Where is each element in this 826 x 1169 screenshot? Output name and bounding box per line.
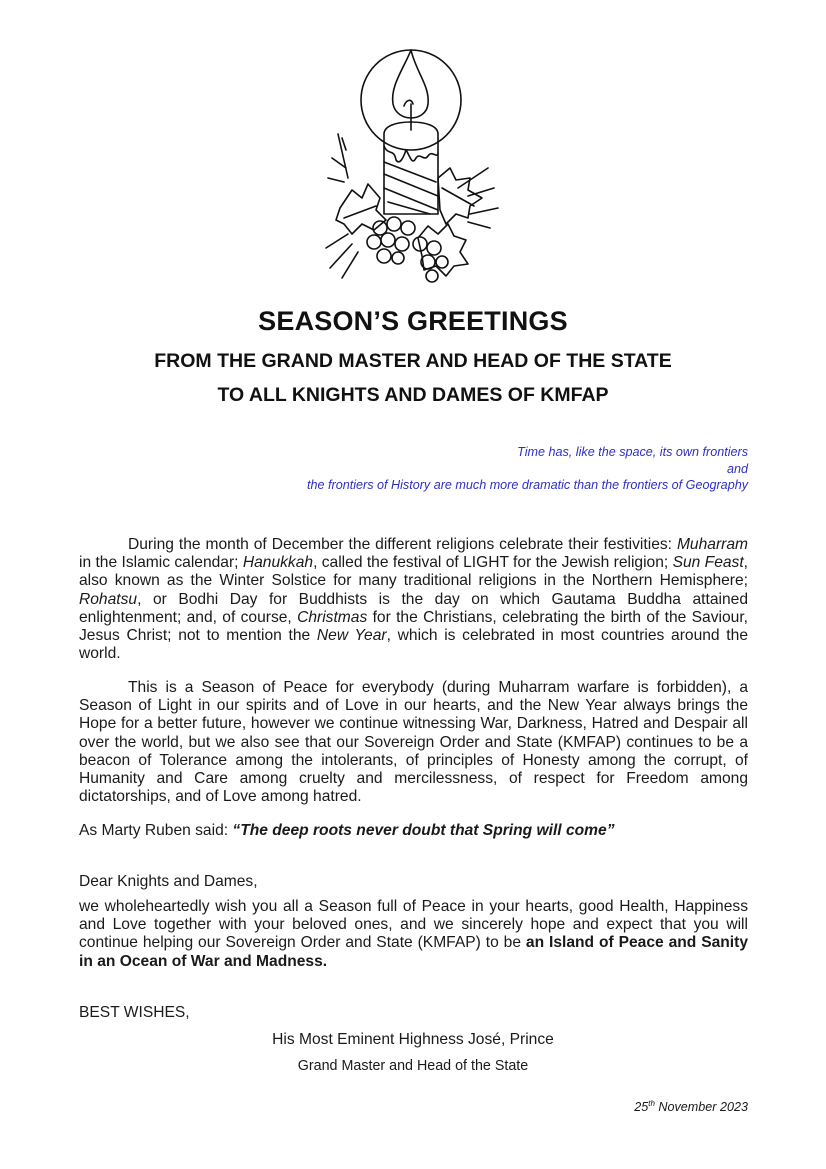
emphasis-island-of-peace: an Island of Peace and Sanity in an Ocean of War and Madness. [79, 934, 748, 970]
epigraph-quote [188, 444, 748, 494]
candle-body [384, 122, 438, 214]
term-new-year: New Year [316, 627, 387, 645]
berries [367, 217, 448, 282]
paragraph-wishes [79, 898, 748, 971]
subtitle-line-1: FROM THE GRAND MASTER AND HEAD OF THE STATE [154, 350, 672, 372]
subtitle-line-2: TO ALL KNIGHTS AND DAMES OF KMFAP [217, 384, 609, 406]
pine-sprigs [326, 134, 498, 278]
candle-illustration [318, 38, 504, 294]
term-muharram: Muharram [676, 536, 748, 553]
term-sun-feast: Sun Feast [672, 554, 744, 572]
epigraph-line-1: Time has, like the space, its own frontiers [517, 445, 748, 459]
text-run: , or Bodhi Day for Buddhists is the day on which Gautama Buddha attained enlightenment; and, of course, [79, 590, 748, 626]
paragraph-marty-ruben-quote [79, 822, 748, 840]
signature-name: His Most Eminent Highness José, Prince [272, 1031, 554, 1048]
text-run: in the Islamic calendar; [79, 554, 243, 572]
epigraph-line-3: the frontiers of History are much more dramatic than the frontiers of Geography [307, 478, 748, 492]
date-month-year: November 2023 [654, 1100, 748, 1114]
epigraph-line-2: and [726, 461, 748, 476]
closing: BEST WISHES, [79, 1004, 190, 1021]
date-day: 25 [634, 1100, 649, 1114]
text-run: , called the festival of LIGHT for the Jewish religion; [313, 554, 673, 572]
date-ordinal-suffix: th [648, 1099, 655, 1108]
text-run: , which is celebrated in most countries around the world. [79, 627, 748, 663]
holly-leaf-left [336, 184, 386, 234]
salutation: Dear Knights and Dames, [79, 873, 258, 890]
term-hanukkah: Hanukkah [242, 554, 314, 572]
text-run: During the month of December the different religions celebrate their festivities: [128, 536, 677, 553]
page-title: SEASON’S GREETINGS [258, 306, 568, 336]
signature-title: Grand Master and Head of the State [297, 1058, 529, 1074]
text-run: we wholeheartedly wish you all a Season full of Peace in your hearts, good Health, Happiness and Love together with your beloved ones, and we sincerely hope and expect that you will continue helping our Sovereign Order and State (KMFAP) to be [79, 898, 748, 952]
paragraph-festivities [79, 536, 748, 663]
text-run: As Marty Ruben said: [79, 822, 233, 839]
term-rohatsu: Rohatsu [79, 590, 138, 608]
ruben-quote: “The deep roots never doubt that Spring will come” [232, 822, 615, 839]
paragraph-season-of-peace: This is a Season of Peace for everybody (during Muharram warfare is forbidden), a Season of Light in our spirits and of Love in our hearts, and the New Year always brings the Hope for a better future, however we continue witnessing War, Darkness, Hatred and Despair all over the world, but we also see that our Sovereign Order and State (KMFAP) continues to be a beacon of Tolerance among the intolerants, of principles of Honesty among the corrupt, of Humanity and Care among cruelty and mercilessness, of respect for Freedom among dictatorships, and of Love among hatred. [79, 679, 748, 806]
term-christmas: Christmas [297, 608, 368, 626]
text-run: , also known as the Winter Solstice for many traditional religions in the Northern Hemisphere; [79, 554, 749, 590]
text-run: for the Christians, celebrating the birth of the Saviour, Jesus Christ; not to mention the [79, 608, 748, 645]
letter-date [634, 1100, 748, 1114]
